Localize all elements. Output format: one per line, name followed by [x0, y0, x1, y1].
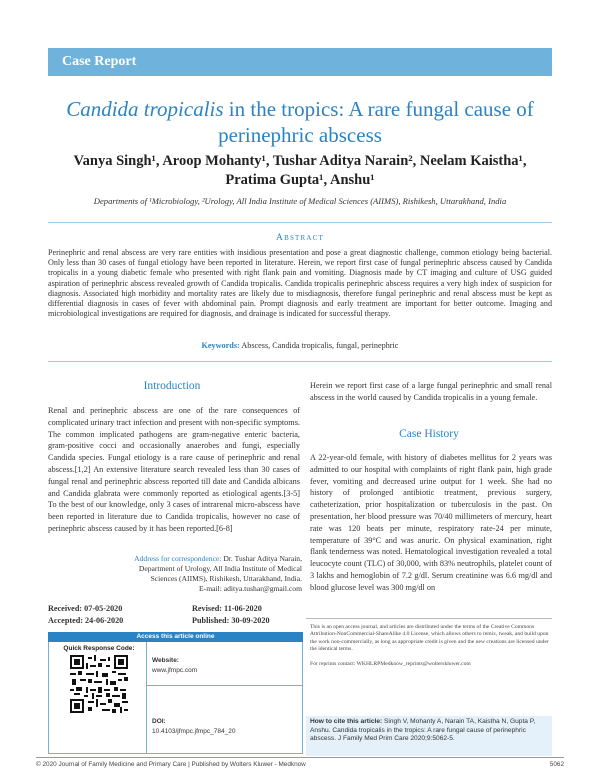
correspondence-name: Dr. Tushar Aditya Narain, — [221, 554, 302, 563]
abstract-text: Perinephric and renal abscess are very rare entities with insidious presentation and pose a great diagnostic challenge, common etiology being bacterial. Only less than 30 cases of fungal etiology have been reported in literature. Herein, we report first case of fungal perinephric abscess caused by Candida tropicalis in a young diabetic female who presented with right flank pain and vomiting. Diagnosis made by CT imaging and culture of USG guided aspiration of perinephric abscess revealed growth of Candida tropicalis. Candida tropicalis perinephric abscess requires a very high index of suspicion for diagnosis. Associated high morbidity and mortality rates are likely due to misdiagnosis, therefore fungal perinephric and renal abscess must be kept as differential diagnosis in cases of fever with abdominal pain. Prompt diagnosis and early treatment are important for better outcome. Imaging and microbiological investigations are required for diagnosis, and drainage is indicated for successful therapy. — [48, 248, 552, 319]
qr-label: Quick Response Code: — [63, 645, 135, 652]
title-organism: Candida tropicalis — [66, 97, 224, 121]
reprints-contact: For reprints contact: WKHLRPMedknow_reprints@wolterskluwer.com — [310, 661, 471, 668]
website-link[interactable]: www.jfmpc.com — [152, 667, 198, 674]
case-history-text: A 22-year-old female, with history of diabetes mellitus for 2 years was admitted to our hospital with complaints of right flank pain, high grade fever, vomiting and decreased urine output for 1 week. She had no history of prolonged antibiotic treatment, previous surgery, catheterization, prior hospitalization or tuberculosis in the past. On presentation, her blood pressure was 70/40 millimeters of mercury, heart rate was 120 beats per minute, respiratory rate-24 per minute, temperature of 39°C and was anuric. On physical examination, right flank tenderness was noted. Hematological investigation revealed a total leucocyte count (TLC) of 30,000, with 83% neutrophils, platelet count of 3 lakhs and hemoglobin of 7.2 g/dl. Serum creatinine was 6.6 mg/dl and blood glucose level was 300 mg/dl on — [310, 453, 552, 592]
title-rest: in the tropics: A rare fungal cause of perinephric abscess — [218, 97, 534, 147]
introduction-heading: Introduction — [143, 380, 201, 392]
affiliation: Departments of ¹Microbiology, ²Urology, All India Institute of Medical Sciences (AIIMS), Rishikesh, Uttarakhand, India — [93, 196, 507, 206]
authors-line-2: Pratima Gupta¹, Anshu¹ — [225, 172, 375, 188]
keywords-text: Abscess, Candida tropicalis, fungal, perinephric — [239, 341, 399, 350]
divider — [48, 361, 552, 362]
article-title — [40, 96, 560, 148]
intro-continuation: Herein we report first case of a large fungal perinephric and small renal abscess in the world caused by Candida tropicalis in a young female. — [310, 381, 552, 402]
correspondence-inst: Sciences (AIIMS), Rishikesh, Uttarakhand, India. — [150, 574, 302, 583]
page-footer — [36, 761, 564, 768]
correspondence-email: E-mail: aditya.tushar@gmail.com — [199, 584, 302, 593]
page-number: 5062 — [549, 761, 564, 768]
keywords — [40, 341, 560, 350]
license-text: This is an open access journal, and articles are distributed under the terms of the Creative Commons Attribution-NonCommercial-ShareAlike 4.0 License, which allows others to remix, tweak, and build upon the work non-commercially, as long as appropriate credit is given and the new creations are licensed under the identical terms. — [310, 624, 549, 652]
doi-label: DOI: — [152, 718, 166, 725]
doi-link[interactable]: 10.4103/jfmpc.jfmpc_784_20 — [152, 728, 236, 735]
license-block — [310, 624, 552, 668]
qr-code-icon — [70, 655, 128, 713]
date-accepted: Accepted: 24-06-2020 — [48, 616, 124, 625]
citation-box — [306, 716, 552, 756]
cite-text: Singh V, Mohanty A, Narain TA, Kaistha N, Gupta P, Anshu. Candida tropicalis in the tropics: A rare fungal cause of perinephric abscess. J Family Med Prim Care 2020;9:5062-5. — [310, 718, 536, 743]
correspondence-dept: Department of Urology, All India Institute of Medical — [138, 564, 302, 573]
article-type-banner: Case Report — [48, 48, 552, 76]
access-divider-v — [146, 642, 147, 754]
divider — [306, 618, 552, 619]
correspondence-label: Address for correspondence: — [134, 554, 222, 563]
footer-copyright: © 2020 Journal of Family Medicine and Primary Care | Published by Wolters Kluwer - Medknow — [36, 761, 306, 768]
introduction-text: Renal and perinephric abscess are one of the rare consequences of complicated urinary tract infection and present with non-specific symptoms. The common implicated pathogens are gram-negative enteric bacteria, gram-positive cocci and occasionally anaerobes and fungi, especially Candida species. Fungal etiology is a rare cause of perinephric and renal abscess.[1,2] An extensive literature search revealed less than 30 cases of fungal renal and perinephric abscess reported till date and Candida albicans and Candida glabrata were commonly reported as etiological agents.[3-5] To the best of our knowledge, only 3 cases of intrarenal micro-abscess have been reported in literature due to Candida tropicalis, however no case of perinephric abscess caused by it has been reported.[6-8] — [48, 406, 300, 533]
author-list — [40, 152, 560, 190]
website-label: Website: — [152, 657, 179, 664]
date-published: Published: 30-09-2020 — [192, 616, 270, 625]
case-history-heading: Case History — [399, 428, 459, 440]
authors-line-1: Vanya Singh¹, Aroop Mohanty¹, Tushar Aditya Narain², Neelam Kaistha¹, — [73, 153, 527, 169]
date-received: Received: 07-05-2020 — [48, 604, 123, 613]
abstract-heading: Abstract — [276, 233, 324, 243]
footer-divider — [36, 757, 564, 758]
keywords-label: Keywords: — [201, 341, 240, 350]
correspondence-block — [90, 554, 302, 594]
access-heading: Access this article online — [48, 632, 303, 642]
date-revised: Revised: 11-06-2020 — [192, 604, 262, 613]
access-divider-h — [146, 685, 303, 686]
cite-label: How to cite this article: — [310, 718, 383, 725]
divider — [48, 222, 552, 223]
